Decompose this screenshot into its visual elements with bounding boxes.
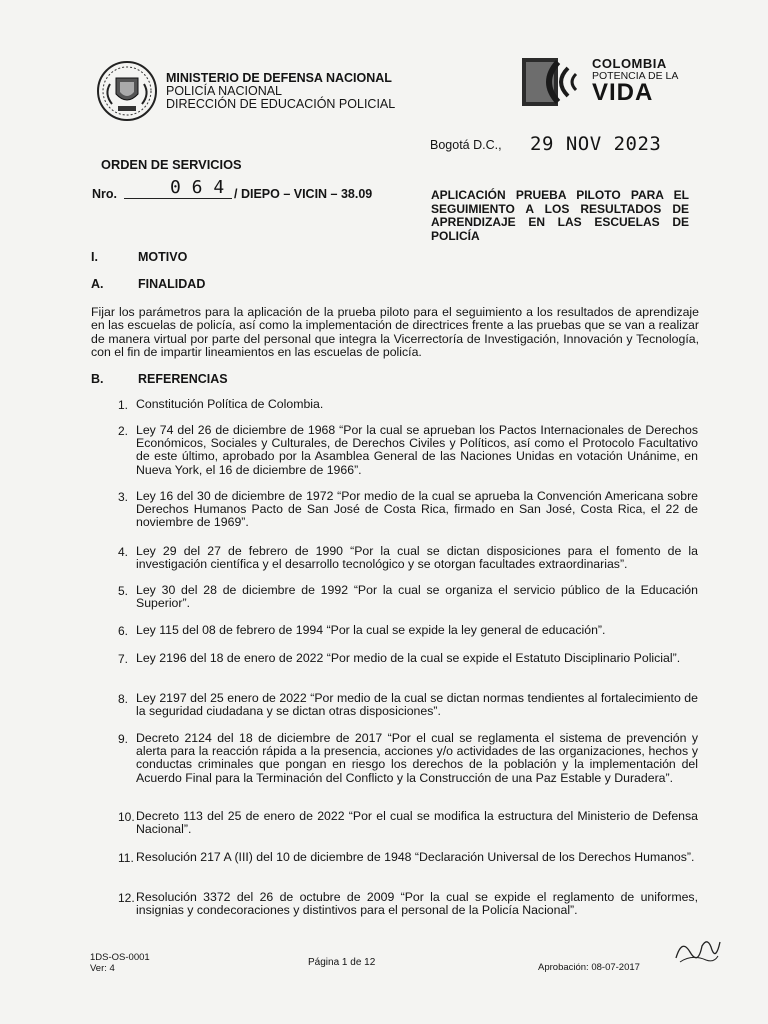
reference-text: Resolución 3372 del 26 de octubre de 2009 “Por la cual se expide el reglamento de uniformes, insignias y condecoraciones y distintivos para el personal de la Policía Nacional”. bbox=[136, 890, 698, 918]
reference-number: 12. bbox=[118, 891, 135, 905]
reference-number: 10. bbox=[118, 810, 135, 824]
police-crest-logo bbox=[96, 60, 158, 122]
section-finalidad-title: FINALIDAD bbox=[138, 277, 206, 291]
reference-number: 9. bbox=[118, 732, 129, 746]
brand-line-1: COLOMBIA bbox=[592, 56, 667, 71]
nro-label: Nro. bbox=[92, 187, 117, 201]
reference-text: Ley 30 del 28 de diciembre de 1992 “Por la cual se organiza el servicio público de la Educación Superior”. bbox=[136, 583, 698, 611]
section-referencias-letter: B. bbox=[91, 372, 104, 386]
reference-number: 3. bbox=[118, 490, 129, 504]
initials-signature bbox=[672, 928, 722, 968]
order-subject: APLICACIÓN PRUEBA PILOTO PARA EL SEGUIMIENTO A LOS RESULTADOS DE APRENDIZAJE EN LAS ESCUELAS DE POLICÍA bbox=[431, 188, 689, 243]
section-motivo-title: MOTIVO bbox=[138, 250, 188, 264]
finalidad-paragraph: Fijar los parámetros para la aplicación de la prueba piloto para el seguimiento a los resultados de aprendizaje en las escuelas de policía, así como la implementación de directrices frente a las pruebas que se van a realizar de manera virtual por parte del personal que integra la Vicerrectoría de Investigación, Innovación y Tecnología, con el fin de impartir lineamientos en las escuelas de policía. bbox=[91, 305, 699, 360]
police-name: POLICÍA NACIONAL bbox=[166, 84, 283, 98]
date-stamp: 29 NOV 2023 bbox=[530, 133, 662, 155]
direction-name: DIRECCIÓN DE EDUCACIÓN POLICIAL bbox=[166, 97, 396, 111]
reference-text: Resolución 217 A (III) del 10 de diciembre de 1948 “Declaración Universal de los Derechos Humanos”. bbox=[136, 850, 695, 864]
section-referencias-title: REFERENCIAS bbox=[138, 372, 228, 386]
reference-text: Ley 2197 del 25 enero de 2022 “Por medio de la cual se dictan normas tendientes al fortalecimiento de la seguridad ciudadana y se dictan otras disposiciones”. bbox=[136, 691, 698, 719]
brand-line-2: POTENCIA DE LA bbox=[592, 70, 679, 82]
reference-text: Ley 74 del 26 de diciembre de 1968 “Por la cual se aprueban los Pactos Internacionales de Derechos Económicos, Sociales y Culturales, de Derechos Civiles y Políticos, así como el Protocolo Facultativo de este último, aprobado por la Asamblea General de las Naciones Unidas en votación Unánime, en Nueva York, el 16 de diciembre de 1966”. bbox=[136, 423, 698, 477]
reference-number: 7. bbox=[118, 652, 129, 666]
reference-number: 4. bbox=[118, 545, 129, 559]
nro-underline bbox=[124, 198, 232, 199]
reference-number: 11. bbox=[118, 851, 134, 865]
section-motivo-number: I. bbox=[91, 250, 98, 264]
footer-approval-date: Aprobación: 08-07-2017 bbox=[538, 962, 640, 973]
footer-page-number: Página 1 de 12 bbox=[308, 957, 376, 968]
ministry-name: MINISTERIO DE DEFENSA NACIONAL bbox=[166, 71, 392, 85]
reference-text: Decreto 113 del 25 de enero de 2022 “Por el cual se modifica la estructura del Ministerio de Defensa Nacional”. bbox=[136, 809, 698, 837]
brand-mark-icon bbox=[522, 56, 582, 108]
brand-line-3: VIDA bbox=[592, 79, 654, 106]
footer-document-code: 1DS-OS-0001 bbox=[90, 952, 150, 963]
order-number: 0 6 4 bbox=[170, 177, 225, 198]
order-code: / DIEPO – VICIN – 38.09 bbox=[234, 187, 373, 201]
reference-number: 8. bbox=[118, 692, 129, 706]
city-label: Bogotá D.C., bbox=[430, 138, 502, 152]
order-title: ORDEN DE SERVICIOS bbox=[101, 157, 242, 172]
footer-version: Ver: 4 bbox=[90, 963, 115, 974]
section-finalidad-letter: A. bbox=[91, 277, 104, 291]
reference-number: 2. bbox=[118, 424, 129, 438]
reference-text: Ley 2196 del 18 de enero de 2022 “Por medio de la cual se expide el Estatuto Disciplinario Policial”. bbox=[136, 651, 681, 665]
reference-text: Constitución Política de Colombia. bbox=[136, 397, 324, 411]
reference-text: Ley 29 del 27 de febrero de 1990 “Por la cual se dictan disposiciones para el fomento de la investigación científica y el desarrollo tecnológico y se otorgan facultades extraordinarias”. bbox=[136, 544, 698, 572]
reference-number: 6. bbox=[118, 624, 129, 638]
reference-text: Ley 115 del 08 de febrero de 1994 “Por la cual se expide la ley general de educación”. bbox=[136, 623, 606, 637]
reference-text: Decreto 2124 del 18 de diciembre de 2017 “Por el cual se reglamenta el sistema de prevención y alerta para la reacción rápida a la presencia, acciones y/o actividades de las organizaciones, hechos y conductas criminales que pongan en riesgo los derechos de la población y la implementación del Acuerdo Final para la Terminación del Conflicto y la Construcción de una Paz Estable y Duradera”. bbox=[136, 731, 698, 785]
colombia-brand-logo bbox=[522, 56, 682, 108]
reference-text: Ley 16 del 30 de diciembre de 1972 “Por medio de la cual se aprueba la Convención Americana sobre Derechos Humanos Pacto de San José de Costa Rica, firmado en San José, Costa Rica, el 22 de noviembre de 1969”. bbox=[136, 489, 698, 530]
reference-number: 5. bbox=[118, 584, 129, 598]
reference-number: 1. bbox=[118, 398, 129, 412]
